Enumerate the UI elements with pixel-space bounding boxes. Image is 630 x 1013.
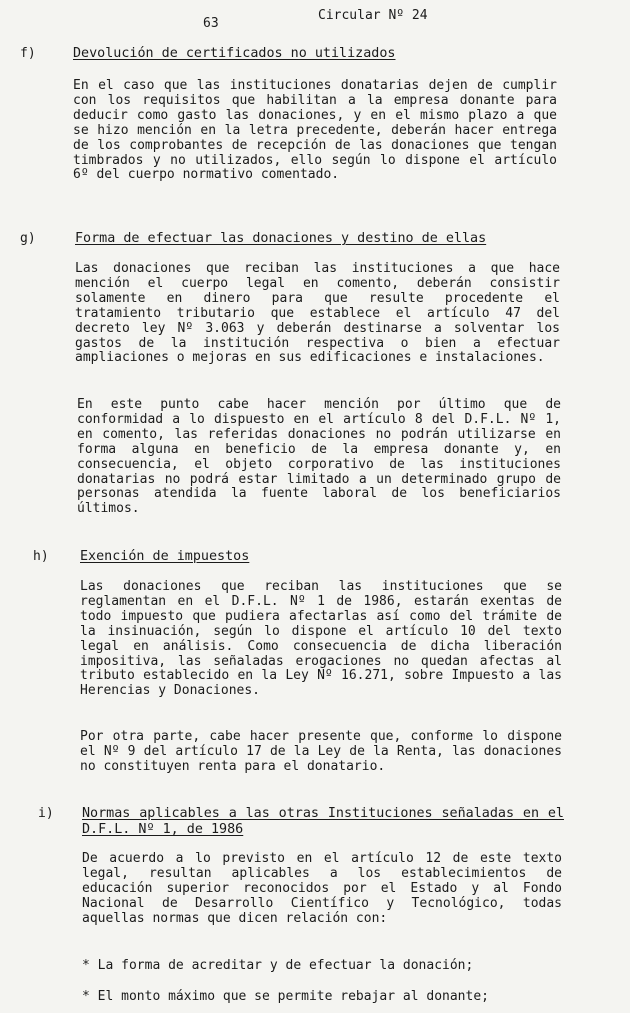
paragraph: En este punto cabe hacer mención por último que de conformidad a lo dispuesto en el artículo 8 del D.F.L. Nº 1, en comento, las referidas donaciones no podrán utilizarse en forma alguna en beneficio de la empresa donante y, en consecuencia, el objeto corporativo de las instituciones donatarias no podrá estar limitado a un determinado grupo de personas atendida la fuente laboral de los beneficiarios últimos. [77, 397, 561, 517]
page-number: 63 [203, 16, 219, 31]
paragraph: De acuerdo a lo previsto en el artículo 12 de este texto legal, resultan aplicables a los establecimientos de educación superior reconocidos por el Estado y al Fondo Nacional de Desarrollo Científico y Tecnológico, todas aquellas normas que dicen relación con: [82, 851, 562, 926]
bullet-item: * La forma de acreditar y de efectuar la donación; [82, 958, 474, 973]
bullet-item: * El monto máximo que se permite rebajar al donante; [82, 989, 489, 1004]
section-letter: f) [20, 46, 36, 61]
paragraph: Las donaciones que reciban las instituciones que se reglamentan en el D.F.L. Nº 1 de 1986, estarán exentas de todo impuesto que pudiera afectarlas así como del trámite de la insinuación, según lo dispone el artículo 10 del texto legal en análisis. Como consecuencia de dicha liberación impositiva, las señaladas erogaciones no quedan afectas al tributo establecido en la Ley Nº 16.271, sobre Impuesto a las Herencias y Donaciones. [80, 579, 562, 699]
section-letter: i) [38, 806, 54, 821]
section-letter: h) [33, 549, 49, 564]
paragraph: Por otra parte, cabe hacer presente que, conforme lo dispone el Nº 9 del artículo 17 de la Ley de la Renta, las donaciones no constituyen renta para el donatario. [80, 729, 562, 774]
section-title: Exención de impuestos [80, 549, 250, 564]
section-title: Normas aplicables a las otras Instituciones señaladas en el D.F.L. Nº 1, de 1986 [82, 806, 564, 837]
paragraph: Las donaciones que reciban las instituciones a que hace mención el cuerpo legal en comento, deberán consistir solamente en dinero para que resulte procedente el tratamiento tributario que establece el artículo 47 del decreto ley Nº 3.063 y deberán destinarse a solventar los gastos de la institución respectiva o bien a efectuar ampliaciones o mejoras en sus edificaciones e instalaciones. [75, 261, 560, 366]
circular-label: Circular Nº 24 [318, 8, 428, 23]
section-title: Forma de efectuar las donaciones y destino de ellas [75, 231, 487, 246]
section-title: Devolución de certificados no utilizados [73, 46, 396, 61]
section-letter: g) [20, 231, 36, 246]
paragraph: En el caso que las instituciones donatarias dejen de cumplir con los requisitos que habilitan a la empresa donante para deducir como gasto las donaciones, y en el mismo plazo a que se hizo mención en la letra precedente, deberán hacer entrega de los comprobantes de recepción de las donaciones que tengan timbrados y no utilizados, ello según lo dispone el artículo 6º del cuerpo normativo comentado. [73, 78, 557, 183]
